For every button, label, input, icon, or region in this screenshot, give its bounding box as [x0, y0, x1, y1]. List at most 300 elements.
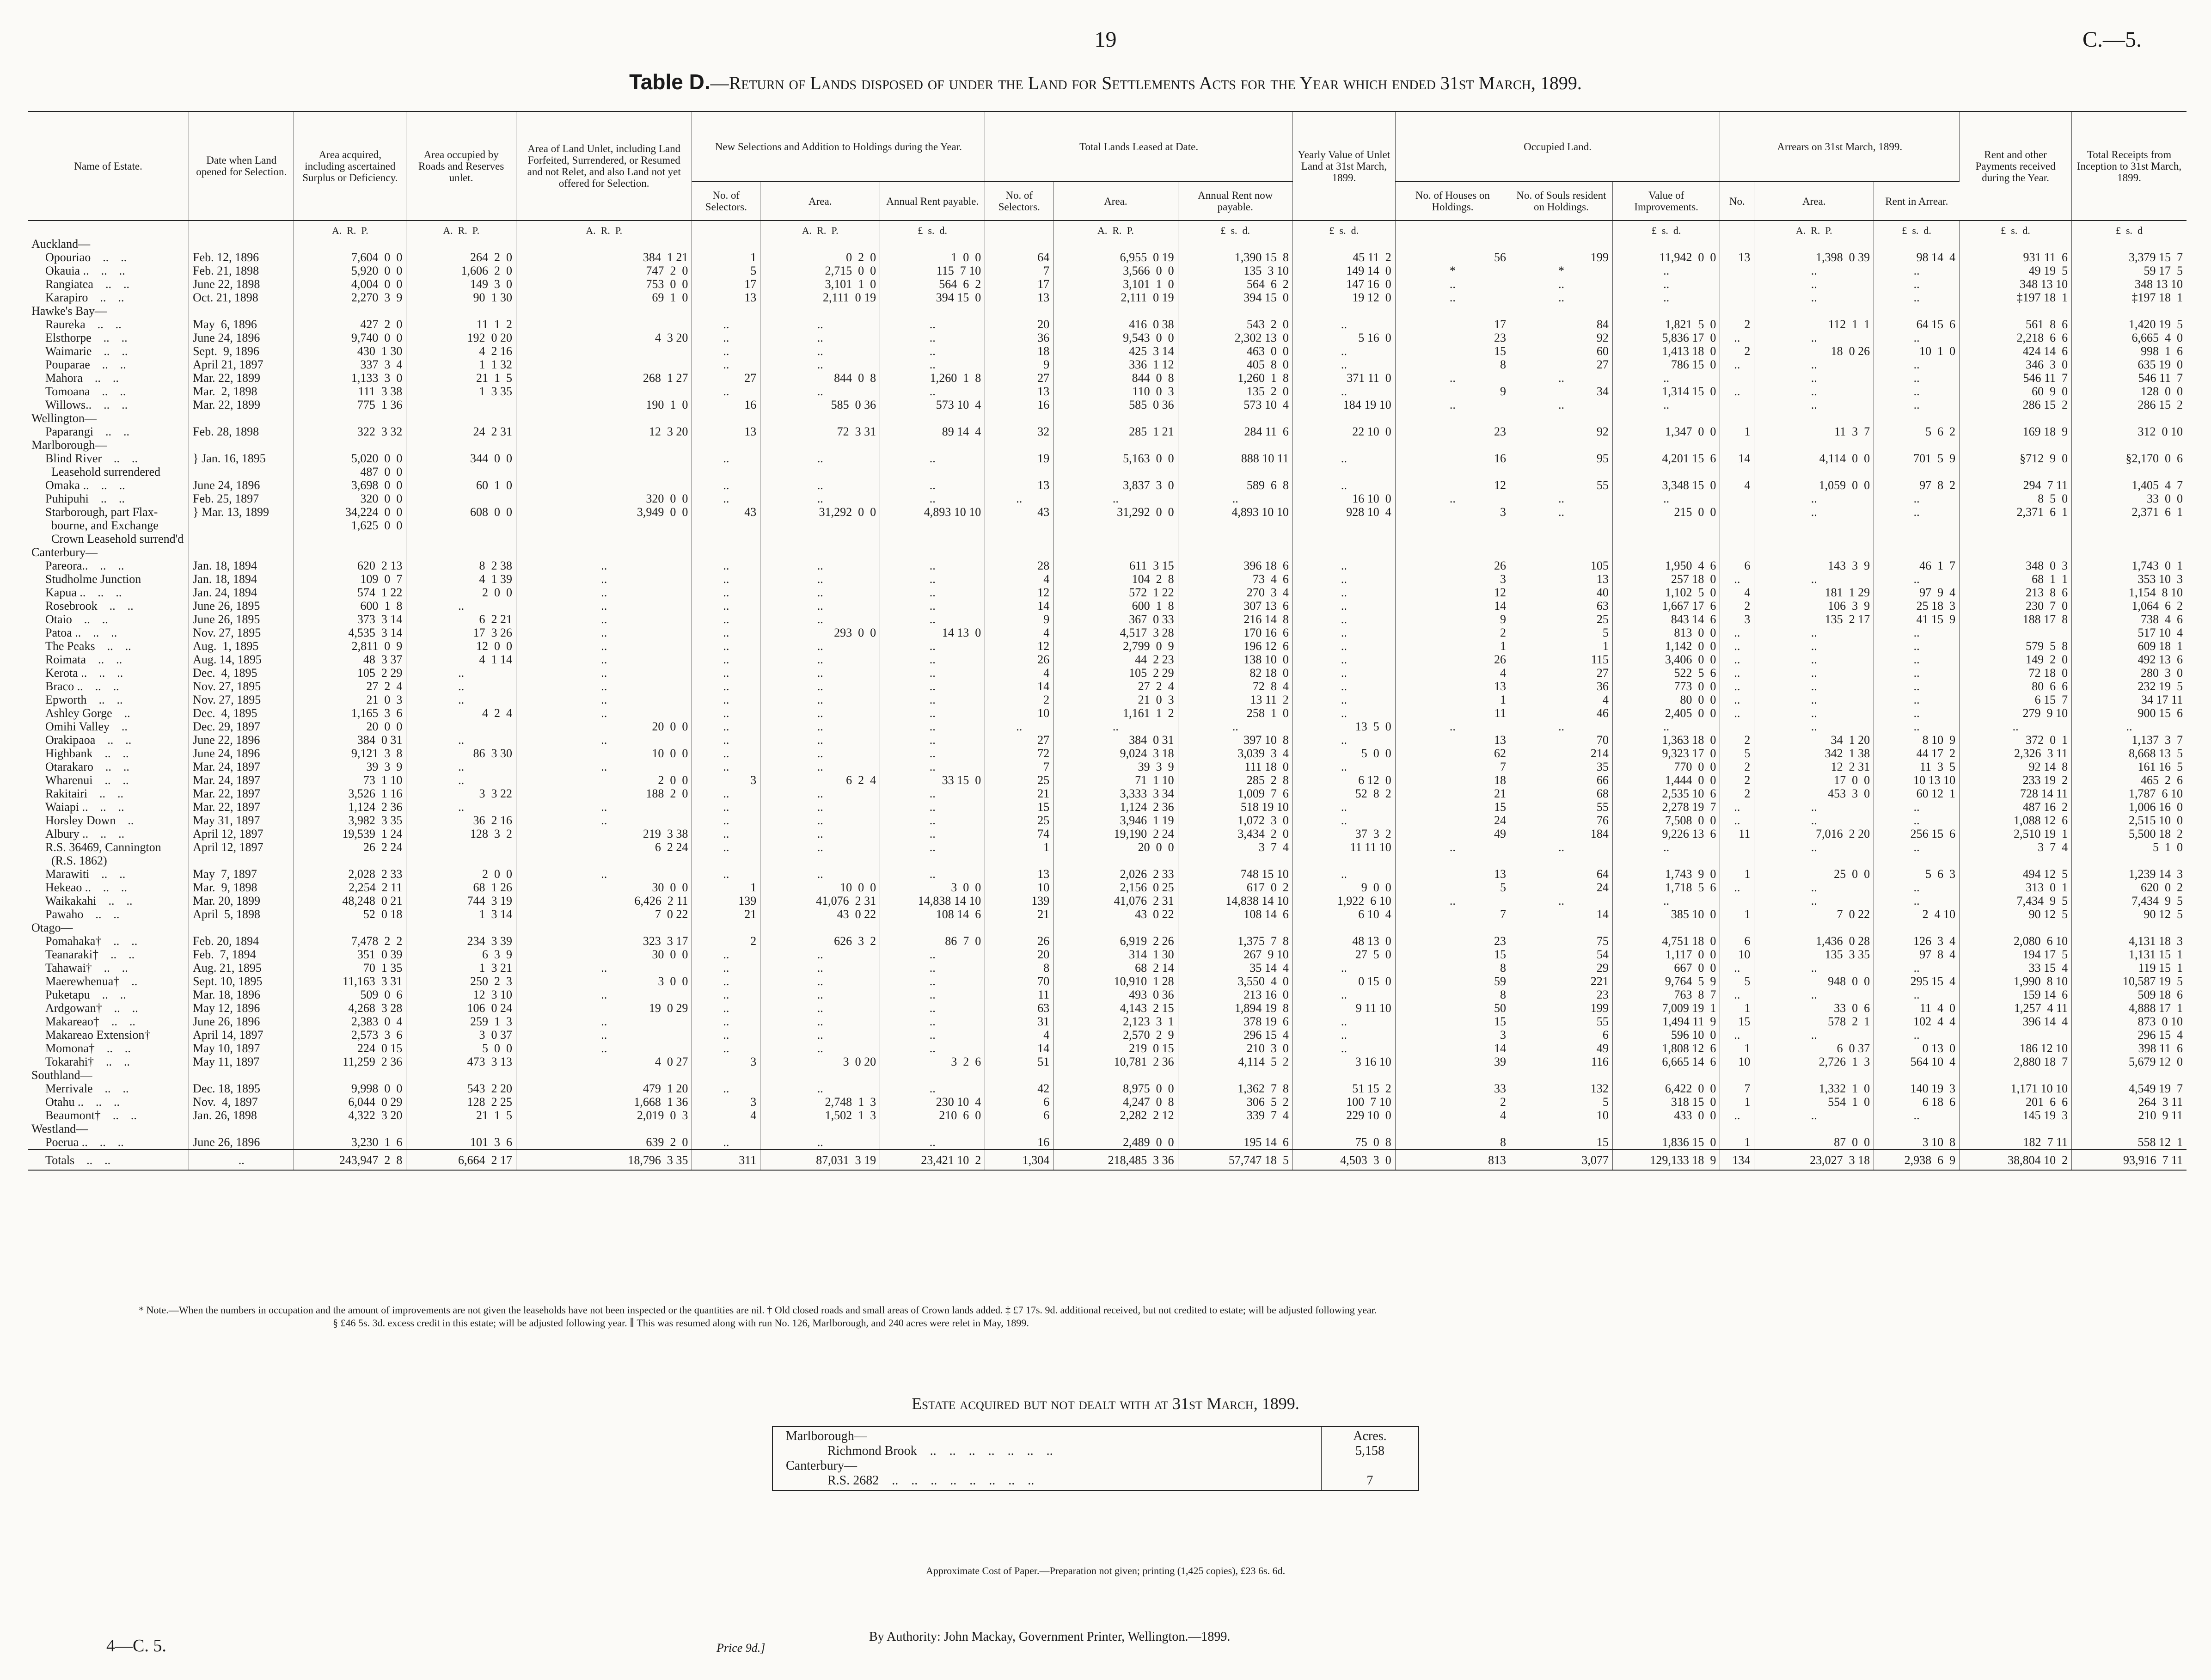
- unit-cell: A. R. P.: [406, 221, 516, 237]
- cell: 12 2 31: [1754, 760, 1874, 773]
- table-row: [28, 653, 2187, 666]
- cell: 9: [1395, 385, 1510, 398]
- cell: ..: [1720, 572, 1754, 586]
- cell: 195 14 6: [1178, 1135, 1292, 1149]
- table-row: [28, 680, 2187, 693]
- estate-name: Puketapu .. ..: [28, 988, 189, 1001]
- empty-cell: [1874, 1122, 1960, 1135]
- cell: ..: [1292, 344, 1395, 358]
- group-total-leased: Total Lands Leased at Date.: [985, 111, 1293, 182]
- cell: 384 0 31: [1053, 733, 1178, 747]
- unit-cell: £ s. d.: [1612, 221, 1720, 237]
- cell: 1,165 3 6: [294, 706, 406, 720]
- empty-cell: [1754, 237, 1874, 251]
- cell: 744 3 19: [406, 894, 516, 907]
- cell: 2,156 0 25: [1053, 881, 1178, 894]
- cell: 63: [985, 1001, 1053, 1015]
- cell: ..: [406, 733, 516, 747]
- cell: ..: [516, 666, 692, 680]
- cell: 84: [1510, 318, 1613, 331]
- cell: 479 1 20: [516, 1082, 692, 1095]
- cell: 3,550 4 0: [1178, 975, 1292, 988]
- cell: ..: [880, 975, 985, 988]
- cell: ..: [692, 572, 760, 586]
- page-number: 19: [1094, 27, 1117, 52]
- estate-name: Okauia .. .. ..: [28, 264, 189, 277]
- cell: 4,004 0 0: [294, 277, 406, 291]
- estate-name: Rakitairi .. ..: [28, 787, 189, 800]
- estate-name: Marawiti .. ..: [28, 867, 189, 881]
- cell: 68 1 1: [1960, 572, 2072, 586]
- estate-name: Merrivale .. ..: [28, 1082, 189, 1095]
- cell: 2,111 0 19: [1053, 291, 1178, 304]
- cell: ..: [1754, 505, 1874, 546]
- cell: ..: [1292, 318, 1395, 331]
- cell: 89 14 4: [880, 425, 985, 438]
- col-roads: Area occupied by Roads and Reserves unlet.: [406, 111, 516, 221]
- empty-cell: [189, 1068, 294, 1082]
- unit-cell: A. R. P.: [760, 221, 880, 237]
- cell: 573 10 4: [1178, 398, 1292, 411]
- cell: 8: [1395, 988, 1510, 1001]
- cell: ..: [1874, 720, 1960, 733]
- cell: ..: [1720, 1109, 1754, 1122]
- cell: 4: [692, 1109, 760, 1122]
- empty-cell: [1960, 411, 2072, 425]
- cell: ..: [692, 613, 760, 626]
- empty-cell: [1395, 304, 1510, 318]
- empty-cell: [985, 921, 1053, 934]
- date-opened: Dec. 18, 1895: [189, 1082, 294, 1095]
- cell: 110 0 3: [1053, 385, 1178, 398]
- cell: 11 11 10: [1292, 840, 1395, 867]
- estate-name: Studholme Junction: [28, 572, 189, 586]
- cell: ..: [1874, 680, 1960, 693]
- acquired-section-title: [0, 1394, 2211, 1413]
- empty-cell: [1754, 304, 1874, 318]
- cell: ..: [516, 961, 692, 975]
- cell: 3: [1395, 1028, 1510, 1042]
- date-opened: Mar. 2, 1898: [189, 385, 294, 398]
- cell: 50: [1395, 1001, 1510, 1015]
- table-row: [28, 318, 2187, 331]
- cell: 199: [1510, 1001, 1613, 1015]
- cell: 80 0 0: [1612, 693, 1720, 706]
- cell: ..: [516, 733, 692, 747]
- cell: 900 15 6: [2138, 706, 2183, 720]
- cell: 1,131 15 1: [2129, 948, 2183, 961]
- region-row: [28, 546, 2187, 559]
- unit-cell: A. R. P.: [1754, 221, 1874, 237]
- cell: ..: [1720, 814, 1754, 827]
- total-cell: 38,804 10 2: [1960, 1149, 2072, 1170]
- cell: 7,478 2 2: [294, 934, 406, 948]
- cell: 17: [985, 277, 1053, 291]
- cell: 280 3 0: [2141, 666, 2183, 680]
- cell: 215 0 0: [1612, 505, 1720, 546]
- cell: 23: [1395, 425, 1510, 438]
- cell: 285 1 21: [1053, 425, 1178, 438]
- cell: 16: [692, 398, 760, 411]
- date-opened: Dec. 29, 1897: [189, 720, 294, 733]
- cell: 5 16 0: [1292, 331, 1395, 344]
- cell: 296 15 4: [2138, 1028, 2183, 1042]
- cell: 775 1 36: [294, 398, 406, 411]
- cell: ..: [692, 626, 760, 639]
- table-row: [28, 894, 2187, 907]
- empty-cell: [1053, 546, 1178, 559]
- empty-cell: [1292, 546, 1395, 559]
- cell: ..: [1395, 840, 1510, 867]
- cell: 394 15 0: [880, 291, 985, 304]
- region-label: Marlborough—: [28, 438, 189, 452]
- cell: 14: [1510, 907, 1613, 921]
- cell: ..: [1612, 840, 1720, 867]
- cell: 433 0 0: [1612, 1109, 1720, 1122]
- cell: 2,019 0 3: [516, 1109, 692, 1122]
- cell: 34,224 0 0 1,625 0 0: [294, 505, 406, 546]
- cell: 12: [1395, 586, 1510, 599]
- cell: 5: [1720, 747, 1754, 760]
- cell: ..: [516, 760, 692, 773]
- cell: 509 0 6: [294, 988, 406, 1001]
- cell: 1,668 1 36: [516, 1095, 692, 1109]
- cell: 21 0 3: [1053, 693, 1178, 706]
- cell: 35: [1510, 760, 1613, 773]
- cell: 2: [1720, 773, 1754, 787]
- cell: ..: [692, 586, 760, 599]
- cell: 1,398 0 39: [1754, 251, 1874, 264]
- cell: ..: [1720, 693, 1754, 706]
- cell: ..: [1395, 371, 1510, 385]
- cell: 9 11 10: [1292, 1001, 1395, 1015]
- empty-cell: [1612, 546, 1720, 559]
- cell: ..: [692, 599, 760, 613]
- cell: 105: [1510, 559, 1613, 572]
- cell: 60 9 0: [1960, 385, 2072, 398]
- empty-cell: [1292, 237, 1395, 251]
- cell: 1 3 35: [406, 385, 516, 398]
- cell: ..: [692, 358, 760, 371]
- cell: ..: [1612, 264, 1720, 277]
- cell: 4,893 10 10: [880, 505, 985, 546]
- cell: 159 14 6: [1960, 988, 2072, 1001]
- cell: [1960, 1028, 2072, 1042]
- cell: 5: [1510, 626, 1613, 639]
- cell: 48 13 0: [1292, 934, 1395, 948]
- cell: 13 5 0: [1292, 720, 1395, 733]
- cell: 10: [1720, 948, 1754, 961]
- cell: 1,718 5 6: [1612, 881, 1720, 894]
- region-label: Canterbury—: [786, 1459, 857, 1473]
- cell: 6 2 4: [760, 773, 880, 787]
- empty-cell: [189, 237, 294, 251]
- cell: ..: [880, 1015, 985, 1028]
- cell: 15: [1395, 344, 1510, 358]
- cell: ..: [1612, 398, 1720, 411]
- empty-cell: [1395, 1122, 1510, 1135]
- cell: 3,566 0 0: [1053, 264, 1178, 277]
- total-cell: 2,938 6 9: [1874, 1149, 1960, 1170]
- cell: 44 2 23: [1053, 653, 1178, 666]
- cell: ..: [1754, 492, 1874, 505]
- cell: 667 0 0: [1612, 961, 1720, 975]
- cell: 216 14 8: [1178, 613, 1292, 626]
- cell: ..: [1754, 1028, 1874, 1042]
- cell: 1,363 18 0: [1612, 733, 1720, 747]
- table-row: [28, 773, 2187, 787]
- cell: 27: [692, 371, 760, 385]
- cell: ..: [692, 1028, 760, 1042]
- cell: 9,226 13 6: [1612, 827, 1720, 840]
- cell: 1,413 18 0: [1612, 344, 1720, 358]
- cell: 5,163 0 0: [1053, 452, 1178, 478]
- date-opened: Feb. 25, 1897: [189, 492, 294, 505]
- cell: 25: [985, 814, 1053, 827]
- cell: 626 3 2: [760, 934, 880, 948]
- cell: 639 2 0: [516, 1135, 692, 1149]
- cell: 27: [1510, 666, 1613, 680]
- empty-cell: [189, 304, 294, 318]
- cell: 3 7 4: [1960, 840, 2072, 867]
- cell: ..: [760, 840, 880, 867]
- cell: 1,436 0 28: [1754, 934, 1874, 948]
- date-opened: Oct. 21, 1898: [189, 291, 294, 304]
- cell: [406, 840, 516, 867]
- cell: 70: [1510, 733, 1613, 747]
- cell: 25 18 3: [1874, 599, 1960, 613]
- empty-cell: [985, 1068, 1053, 1082]
- cell: 11 4 0: [1874, 1001, 1960, 1015]
- cell: 5,920 0 0: [294, 264, 406, 277]
- cell: 620 0 2: [2141, 881, 2183, 894]
- cost-of-paper: Approximate Cost of Paper.—Preparation not given; printing (1,425 copies), £23 6s. 6d.: [925, 1565, 1286, 1576]
- cell: 105 2 29: [294, 666, 406, 680]
- table-row: [28, 599, 2187, 613]
- total-cell: ..: [189, 1149, 294, 1170]
- cell: 66: [1510, 773, 1613, 787]
- cell: 1: [1720, 1135, 1754, 1149]
- cell: 97 8 4: [1874, 948, 1960, 961]
- empty-cell: [294, 1122, 406, 1135]
- empty-cell: [516, 411, 692, 425]
- empty-cell: [1612, 1122, 1720, 1135]
- cell: 3 0 37: [406, 1028, 516, 1042]
- cell: 30 0 0: [516, 948, 692, 961]
- table-row: [28, 344, 2187, 358]
- cell: ..: [880, 733, 985, 747]
- cell: ..: [1960, 720, 2072, 733]
- cell: 41,076 2 31: [760, 894, 880, 907]
- cell: 46 1 7: [1874, 559, 1960, 572]
- cell: 1,821 5 0: [1612, 318, 1720, 331]
- cell: ..: [1754, 720, 1874, 733]
- unit-cell: £ s. d.: [1178, 221, 1292, 237]
- cell: 564 6 2: [880, 277, 985, 291]
- cell: ..: [692, 1042, 760, 1055]
- col-improvements: Value of Improvements.: [1612, 182, 1720, 221]
- empty-cell: [760, 546, 880, 559]
- col-arrears-area: Area.: [1754, 182, 1874, 221]
- cell: 161 16 5: [2138, 760, 2183, 773]
- cell: 25: [1510, 613, 1613, 626]
- cell: 546 11 7: [1960, 371, 2072, 385]
- cell: 73 1 10: [294, 773, 406, 787]
- empty-cell: [1720, 921, 1754, 934]
- cell: 14: [985, 1042, 1053, 1055]
- cell: 4,549 19 7: [2129, 1082, 2183, 1095]
- cell: 7: [1720, 1082, 1754, 1095]
- cell: 14,838 14 10: [1178, 894, 1292, 907]
- cell: 1: [985, 840, 1053, 867]
- cell: ..: [1612, 492, 1720, 505]
- cell: 31,292 0 0: [760, 505, 880, 546]
- acquired-title-text: Estate acquired but not dealt with at 31st March, 1899.: [912, 1394, 1299, 1413]
- cell: 2: [1720, 760, 1754, 773]
- estate-name: Puhipuhi .. ..: [28, 492, 189, 505]
- cell: ..: [1510, 492, 1613, 505]
- cell: 1,405 4 7: [2131, 478, 2183, 492]
- cell: 233 19 2: [1960, 773, 2072, 787]
- cell: 8 2 38: [406, 559, 516, 572]
- region-row: [28, 411, 2187, 425]
- footnote-line: § £46 5s. 3d. excess credit in this estate; will be adjusted following year. ∥ This was resumed along with run No. 126, Marlborough, and 240 acres were relet in May, 1899.: [333, 1317, 1029, 1329]
- empty-cell: [692, 1068, 760, 1082]
- cell: 60: [1510, 344, 1613, 358]
- empty-cell: [760, 411, 880, 425]
- cell: ‡197 18 1: [1960, 291, 2072, 304]
- cell: [406, 398, 516, 411]
- cell: 106 0 24: [406, 1001, 516, 1015]
- unit-cell: [28, 221, 189, 237]
- cell: 6,426 2 11: [516, 894, 692, 907]
- empty-cell: [880, 1122, 985, 1135]
- cell: [1960, 626, 2072, 639]
- empty-cell: [1178, 438, 1292, 452]
- cell: 4 3 20: [516, 331, 692, 344]
- cell: 59: [1395, 975, 1510, 988]
- cell: 257 18 0: [1612, 572, 1720, 586]
- cell: 11 3 5: [1874, 760, 1960, 773]
- cell: 2,123 3 1: [1053, 1015, 1178, 1028]
- empty-cell: [1178, 237, 1292, 251]
- table-row: [28, 720, 2187, 733]
- cell: 1,314 15 0: [1612, 385, 1720, 398]
- cell: 427 2 0: [294, 318, 406, 331]
- cell: 14 13 0: [880, 626, 985, 639]
- cell: 68 1 26: [406, 881, 516, 894]
- date-opened: Nov. 27, 1895: [189, 626, 294, 639]
- cell: 16 10 0: [1292, 492, 1395, 505]
- table-title-label: Table D.: [629, 70, 710, 94]
- date-opened: Feb. 28, 1898: [189, 425, 294, 438]
- date-opened: May 31, 1897: [189, 814, 294, 827]
- cell: 609 18 1: [2138, 639, 2183, 653]
- cell: ..: [516, 867, 692, 881]
- cell: ..: [516, 639, 692, 653]
- cell: ..: [1292, 639, 1395, 653]
- table-row: [28, 1135, 2187, 1149]
- cell: ..: [760, 787, 880, 800]
- table-row: [28, 787, 2187, 800]
- cell: 135 2 17: [1754, 613, 1874, 626]
- cell: ..: [1292, 452, 1395, 478]
- cell: 2,715 0 0: [760, 264, 880, 277]
- total-cell: 87,031 3 19: [760, 1149, 880, 1170]
- cell: 15: [1395, 800, 1510, 814]
- cell: 70 1 35: [294, 961, 406, 975]
- cell: 10,781 2 36: [1053, 1055, 1178, 1068]
- cell: 3: [692, 1095, 760, 1109]
- region-label: Canterbury—: [28, 546, 189, 559]
- cell: 786 15 0: [1612, 358, 1720, 371]
- total-cell: 134: [1720, 1149, 1754, 1170]
- group-new-selections: New Selections and Addition to Holdings during the Year.: [692, 111, 985, 182]
- cell: 5 6 3: [1874, 867, 1960, 881]
- cell: 230 10 4: [880, 1095, 985, 1109]
- unit-cell: [1720, 221, 1754, 237]
- cell: 71 1 10: [1053, 773, 1178, 787]
- cell: 4: [985, 666, 1053, 680]
- cell: ..: [1395, 398, 1510, 411]
- cell: 4: [1720, 478, 1754, 492]
- cell: 1,836 15 0: [1612, 1135, 1720, 1149]
- cell: 608 0 0: [406, 505, 516, 546]
- cell: 132: [1510, 1082, 1613, 1095]
- table-row: [28, 867, 2187, 881]
- cell: [1720, 720, 1754, 733]
- cell: 42: [985, 1082, 1053, 1095]
- empty-cell: [294, 304, 406, 318]
- cell: ..: [760, 666, 880, 680]
- cell: ..: [516, 693, 692, 706]
- cell: ..: [880, 867, 985, 881]
- cell: 24: [1510, 881, 1613, 894]
- cell: 256 15 6: [1874, 827, 1960, 840]
- cell: 30 0 0: [516, 881, 692, 894]
- cell: ..: [880, 599, 985, 613]
- empty-cell: [1720, 438, 1754, 452]
- cell: 4,247 0 8: [1053, 1095, 1178, 1109]
- cell: ..: [1754, 398, 1874, 411]
- estate-name: Tomoana .. ..: [28, 385, 189, 398]
- cell: 36: [1510, 680, 1613, 693]
- cell: 13: [692, 425, 760, 438]
- cell: 15: [1510, 1135, 1613, 1149]
- col-tl-area: Area.: [1053, 182, 1178, 221]
- cell: 1: [1720, 425, 1754, 438]
- cell: 39 3 9: [294, 760, 406, 773]
- cell: 12 3 10: [406, 988, 516, 1001]
- cell: 4: [985, 572, 1053, 586]
- cell: 1,362 7 8: [1178, 1082, 1292, 1095]
- table-row: [28, 1028, 2187, 1042]
- cell: ..: [692, 988, 760, 1001]
- cell: 9,764 5 9: [1612, 975, 1720, 988]
- cell: 2: [1720, 733, 1754, 747]
- cell: 493 0 36: [1053, 988, 1178, 1001]
- cell: ..: [880, 948, 985, 961]
- total-cell: 311: [692, 1149, 760, 1170]
- estate-name: Beaumont† .. ..: [28, 1109, 189, 1122]
- empty-cell: [406, 237, 516, 251]
- empty-cell: [1960, 1068, 2072, 1082]
- cell: 8 10 9: [1874, 733, 1960, 747]
- cell: 72 3 31: [760, 425, 880, 438]
- cell: 26 2 24: [294, 840, 406, 867]
- cell: ..: [1292, 599, 1395, 613]
- empty-cell: [880, 411, 985, 425]
